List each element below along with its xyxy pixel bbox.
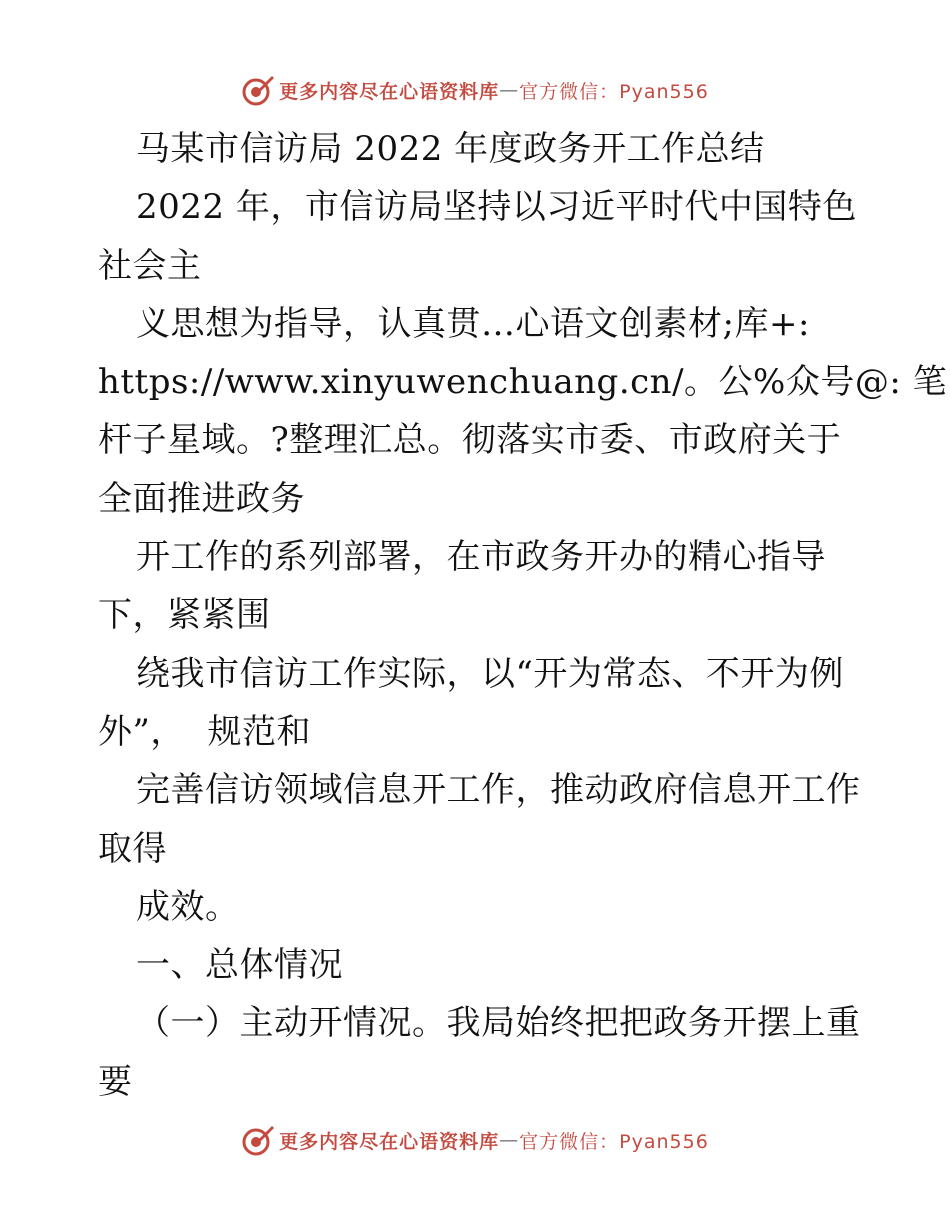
banner-main-text: 更多内容尽在心语资料库	[279, 80, 500, 103]
text-line: 义思想为指导，认真贯…心语文创素材;库+:	[136, 303, 810, 344]
text-line: （一）主动开情况。我局始终把把政务开摆上重	[136, 1003, 861, 1044]
text-line: 下，紧紧围	[98, 595, 271, 636]
text-line: 社会主	[98, 245, 202, 286]
text-line: 成效。	[136, 886, 240, 927]
text-line: https://www.xinyuwenchuang.cn/。公%众号@: 笔	[98, 362, 948, 403]
text-line: 2022 年，市信访局坚持以习近平时代中国特色	[136, 187, 857, 228]
text-line: 杆子星域。?整理汇总。彻落实市委、市政府关于	[98, 420, 842, 461]
text-line: 全面推进政务	[98, 478, 305, 519]
text-line: 绕我市信访工作实际，以“开为常态、不开为例	[136, 653, 844, 694]
header-watermark-banner	[0, 70, 950, 110]
banner-wechat-text: 官方微信：Pyan556	[519, 80, 709, 103]
text-line: 外”， 规范和	[98, 711, 311, 752]
banner-separator: —	[499, 79, 520, 101]
text-line: 要	[98, 1061, 133, 1102]
banner-separator: —	[499, 1129, 520, 1151]
text-line: 完善信访领域信息开工作，推动政府信息开工作	[136, 770, 861, 811]
text-line: 取得	[98, 828, 167, 869]
text-line: 开工作的系列部署，在市政务开办的精心指导	[136, 537, 826, 578]
text-line: 马某市信访局 2022 年度政务开工作总结	[136, 129, 765, 169]
pen-logo-icon	[241, 1123, 275, 1157]
banner-wechat-text: 官方微信：Pyan556	[519, 1130, 709, 1153]
pen-logo-icon	[241, 73, 275, 107]
footer-watermark-banner	[0, 1120, 950, 1160]
banner-main-text: 更多内容尽在心语资料库	[279, 1130, 500, 1153]
document-body	[98, 120, 948, 1111]
text-line: 一、总体情况	[136, 945, 343, 986]
